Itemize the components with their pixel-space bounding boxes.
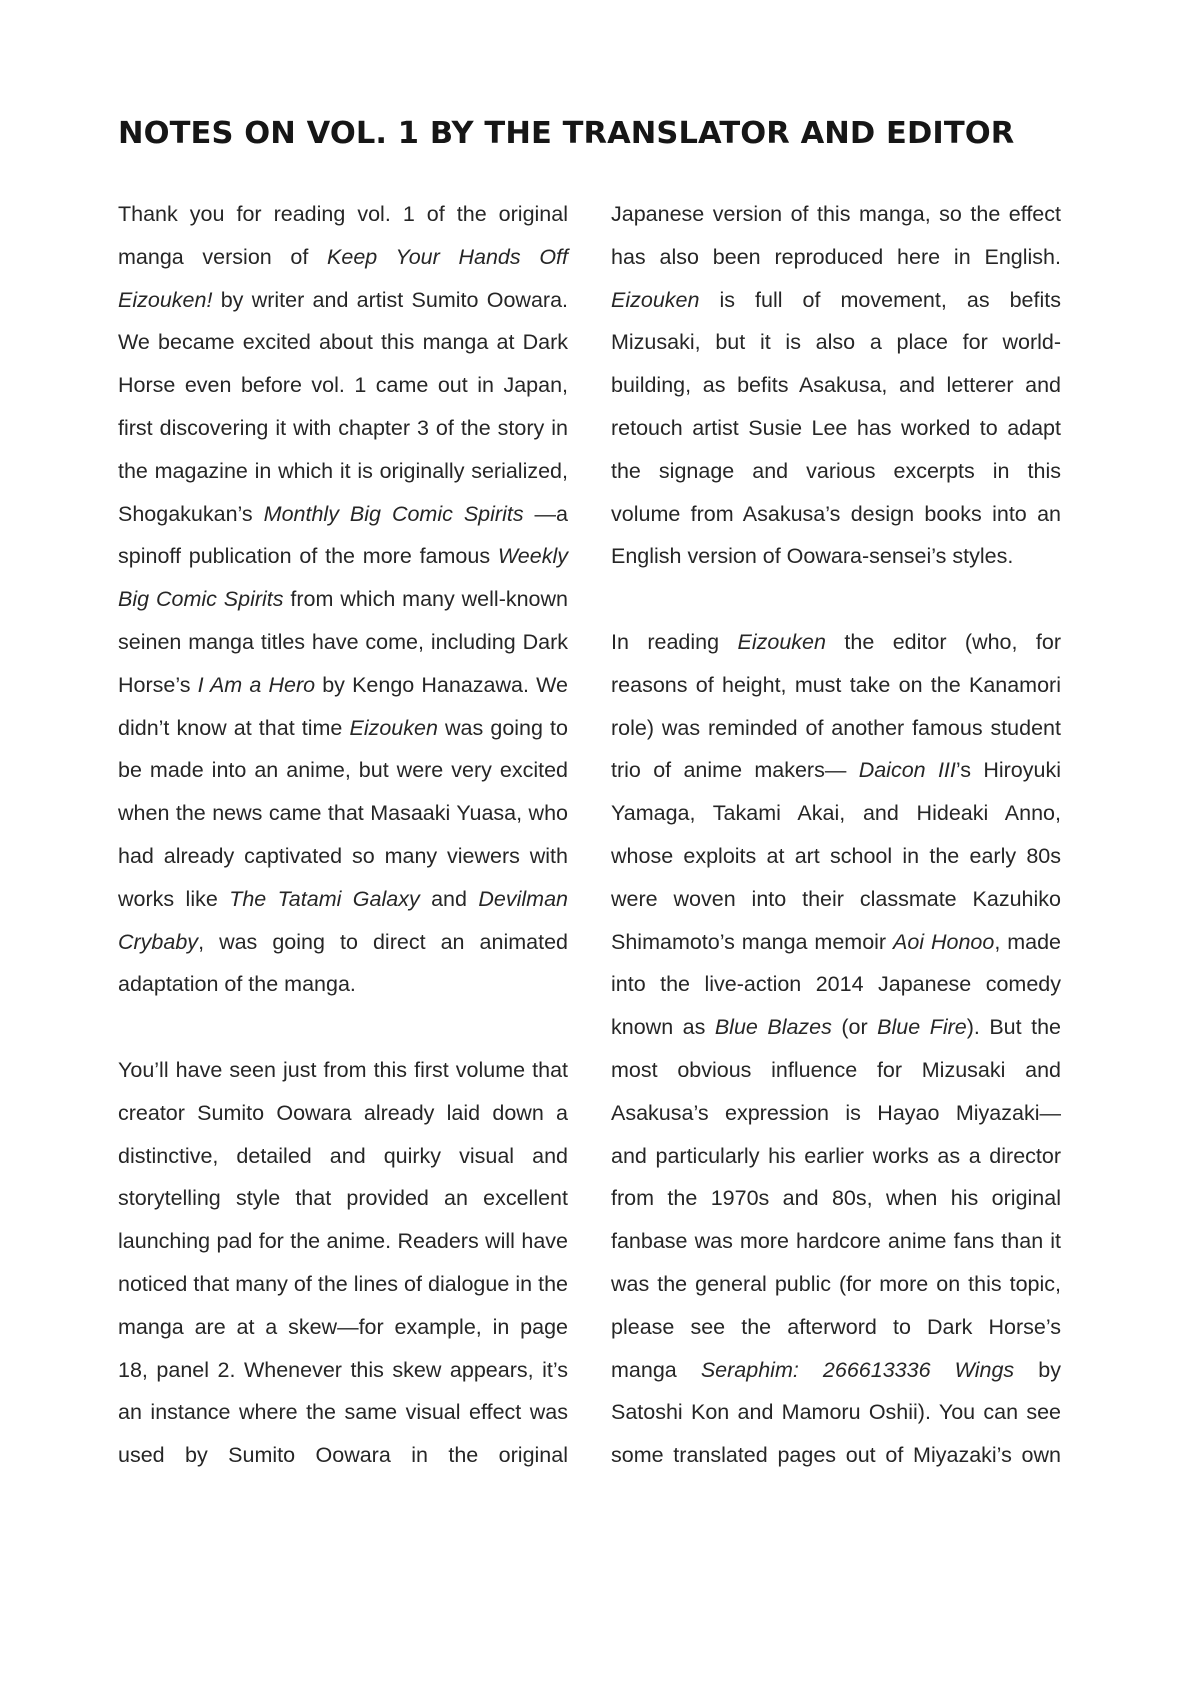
- text-run: the editor (who, for reasons of height, must take on the Kanamori role) was reminded of another famous student trio of anime makers—: [611, 629, 1061, 783]
- italic-title: I Am a Hero: [197, 672, 316, 697]
- italic-title: The Tatami Galaxy: [229, 886, 420, 911]
- text-run: by writer and artist Sumito Oowara. We became excited about this manga at Dark Horse even before vol. 1 came out in Japan, first discovering it with chapter 3 of the story in the magazine in which it is originally serialized, Shogakukan’s: [118, 287, 568, 526]
- page-title: NOTES ON VOL. 1 BY THE TRANSLATOR AND EDITOR: [118, 116, 1015, 151]
- italic-title: Eizouken: [611, 287, 700, 312]
- left-column: [118, 193, 568, 1477]
- text-run: was going to be made into an anime, but were very excited when the news came that Masaaki Yuasa, who had already captivated so many viewers with works like: [118, 715, 568, 911]
- text-run: by Satoshi Kon and Mamoru Oshii). You can see some translated pages out of Miyazaki’s own: [611, 1357, 1061, 1468]
- text-run: , made into the live-action 2014 Japanese comedy known as: [611, 929, 1062, 1040]
- text-run: by Kengo Hanazawa. We didn’t know at that time: [118, 672, 568, 740]
- italic-title: Seraphim: 266613336 Wings: [700, 1357, 1015, 1382]
- italic-title: Blue Fire: [877, 1015, 967, 1040]
- text-run: , was going to direct an animated adaptation of the manga.: [118, 929, 568, 997]
- italic-title: Weekly Big Comic Spirits: [118, 544, 568, 612]
- text-run: —a spinoff publication of the more famous: [118, 501, 569, 569]
- text-run: from which many well-known seinen manga titles have come, including Dark Horse’s: [118, 587, 568, 697]
- italic-title: Eizouken: [737, 629, 826, 654]
- text-run: ). But the most obvious influence for Mizusaki and Asakusa’s expression is Hayao Miyazaki— and particularly his earlier works as a director from the 1970s and 80s, when his original fanbase was more hardcore anime fans than it was the general public (for more on this topic, please see the afterword to Dark Horse’s manga: [611, 1015, 1061, 1382]
- right-column: [611, 193, 1061, 1477]
- text-run: is full of movement, as befits Mizusaki, but it is also a place for world-building, as befits Asakusa, and letterer and retouch artist Susie Lee has worked to adapt the signage and various excerpts in this volume from Asakusa’s design books into an English version of Oowara-sensei’s styles.: [611, 287, 1061, 569]
- text-run: (or: [831, 1015, 878, 1040]
- paragraph-lettering: [611, 193, 1061, 578]
- text-run: ’s Hiroyuki Yamaga, Takami Akai, and Hideaki Anno, whose exploits at art school in the early 80s were woven into their classmate Kazuhiko Shimamoto’s manga memoir: [611, 758, 1062, 954]
- italic-title: Monthly Big Comic Spirits: [263, 501, 524, 526]
- italic-title: Blue Blazes: [714, 1015, 832, 1040]
- italic-title: Devilman Crybaby: [118, 886, 568, 954]
- paragraph-intro: [118, 193, 568, 1006]
- italic-title: Keep Your Hands Off Eizouken!: [118, 244, 568, 312]
- text-run: You’ll have seen just from this first volume that creator Sumito Oowara already laid down a distinctive, detailed and quirky visual and storytelling style that provided an excellent launching pad for the anime. Readers will have noticed that many of the lines of dialogue in the manga are at a skew—for example, in page 18, panel 2. Whenever this skew appears, it’s an instance where the same visual effect was used by Sumito Oowara in the original: [118, 1057, 568, 1468]
- italic-title: Daicon III: [858, 758, 956, 783]
- text-run: and: [419, 886, 479, 911]
- italic-title: Aoi Honoo: [893, 929, 995, 954]
- paragraph-influences: [611, 621, 1061, 1477]
- text-run: Thank you for reading vol. 1 of the original manga version of: [118, 202, 568, 269]
- text-run: Japanese version of this manga, so the effect has also been reproduced here in English.: [611, 202, 1061, 269]
- text-run: In reading: [611, 629, 738, 654]
- italic-title: Eizouken: [349, 715, 438, 740]
- paragraph-visual-style: [118, 1049, 568, 1477]
